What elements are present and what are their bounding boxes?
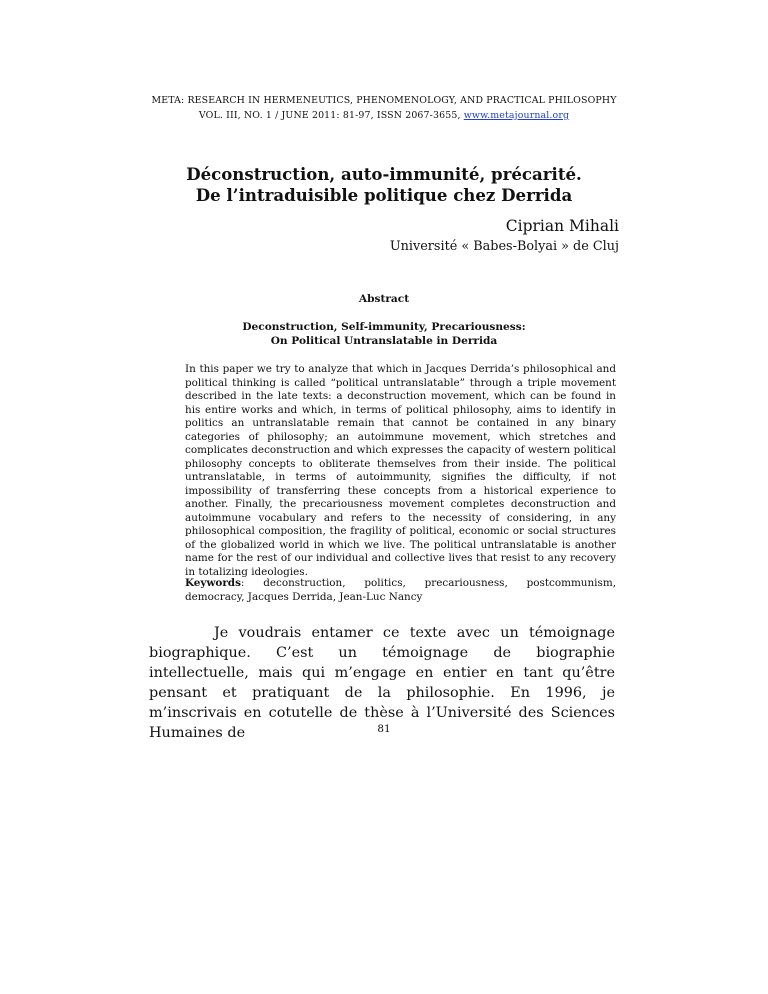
abstract-text: In this paper we try to analyze that which in Jacques Derrida’s philosophical and political thinking is called “political untranslatable” through a triple movement described in the late texts: a deconstruction movement, which can be found in his entire works and which, in terms of political philosophy, aims to identify in politics an untranslatable remain that cannot be contained in any binary categories of philosophy; an autoimmune movement, which stretches and complicates deconstruction and which expresses the capacity of western political philosophy concepts to obliterate themselves from their inside. The political untranslatable, in terms of autoimmunity, signifies the difficulty, if not impossibility of transferring these concepts from a historical experience to another. Finally, the precariousness movement completes deconstruction and autoimmune vocabulary and refers to the necessity of considering, in any philosophical composition, the fragility of political, economic or social structures of the globalized world in which we live. The political untranslatable is another name for the rest of our individual and collective lives that resist to any recovery in totalizing ideologies. (185, 363, 616, 578)
keywords-list: : deconstruction, politics, precariousness, postcommunism, democracy, Jacques Derrida, Jean-Luc Nancy (185, 577, 616, 603)
author-name: Ciprian Mihali (505, 217, 619, 235)
article-title-line-2: De l’intraduisible politique chez Derrida (195, 185, 573, 205)
journal-url-link[interactable]: www.metajournal.org (463, 110, 570, 121)
keywords-label: Keywords (185, 577, 241, 589)
journal-name: META: RESEARCH IN HERMENEUTICS, PHENOMENOLOGY, AND PRACTICAL PHILOSOPHY (151, 95, 617, 106)
article-title-line-1: Déconstruction, auto-immunité, précarité. (186, 164, 582, 184)
abstract-heading: Abstract (358, 293, 410, 305)
english-title (0, 320, 768, 348)
keywords (185, 576, 616, 604)
english-title-line-1: Deconstruction, Self-immunity, Precariousness: (242, 321, 526, 333)
journal-volume-info: VOL. III, NO. 1 / JUNE 2011: 81-97, ISSN 2067-3655, (198, 110, 461, 121)
page-number: 81 (377, 723, 391, 735)
english-title-line-2: On Political Untranslatable in Derrida (270, 335, 498, 347)
author-affiliation: Université « Babes-Bolyai » de Cluj (389, 239, 619, 254)
article-title (0, 164, 768, 206)
journal-header (0, 93, 768, 123)
journal-volume-line (0, 108, 768, 123)
body-paragraph: Je voudrais entamer ce texte avec un témoignage biographique. C’est un témoignage de biographie intellectuelle, mais qui m’engage en entier en tant qu’être pensant et pratiquant de la philosophie. En 1996, je m’inscrivais en cotutelle de thèse à l’Université des Sciences Humaines de (149, 625, 615, 741)
